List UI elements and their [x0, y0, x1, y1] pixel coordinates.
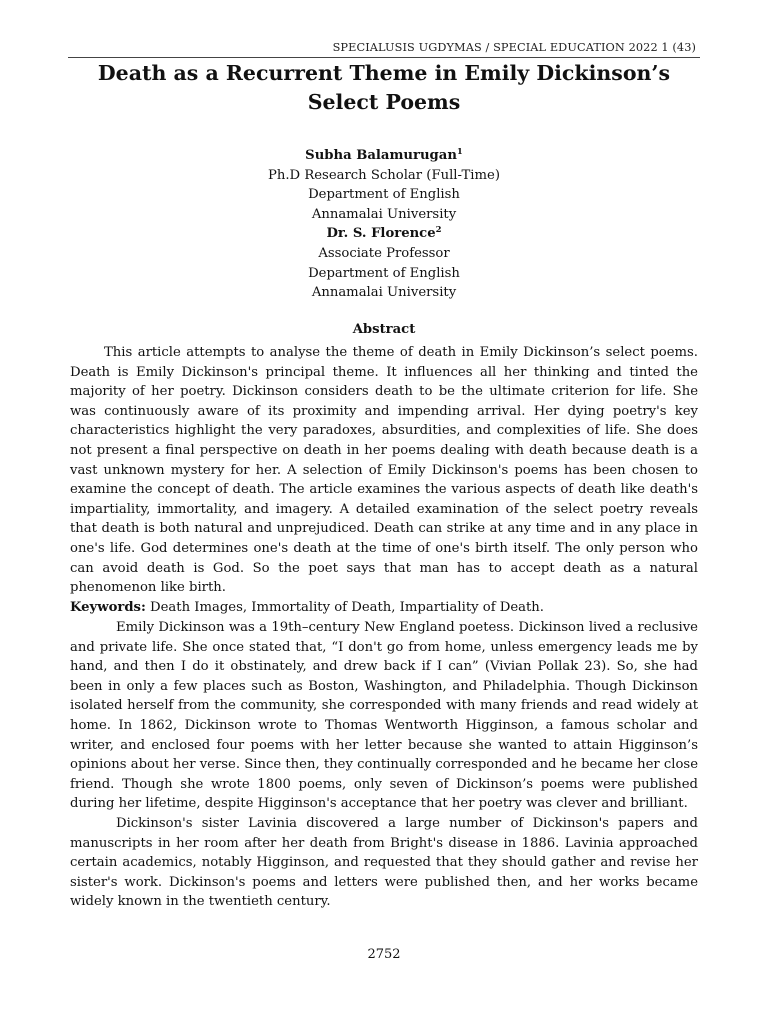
keywords-label: Keywords:: [70, 599, 146, 615]
author-2-name: Dr. S. Florence: [326, 226, 436, 242]
running-head: SPECIALUSIS UGDYMAS / SPECIAL EDUCATION 2022 1 (43): [332, 41, 696, 54]
keywords-line: [70, 598, 698, 618]
author-2-department: Department of English: [308, 265, 460, 281]
body-paragraph-1: Emily Dickinson was a 19th–century New England poetess. Dickinson lived a reclusive and private life. She once stated that, “I don't go from home, unless emergency leads me by hand, and then I do it obstinately, and drew back if I can” (Vivian Pollak 23). So, she had been in only a few places such as Boston, Washington, and Philadelphia. Though Dickinson isolated herself from the community, she corresponded with many friends and read widely at home. In 1862, Dickinson wrote to Thomas Wentworth Higginson, a famous scholar and writer, and enclosed four poems with her letter because she wanted to attain Higginson’s opinions about her verse. Since then, they continually corresponded and he became her close friend. Though she wrote 1800 poems, only seven of Dickinson’s poems were published during her lifetime, despite Higginson's acceptance that her poetry was clever and brilliant.: [70, 620, 698, 812]
paper-title: Death as a Recurrent Theme in Emily Dickinson’s Select Poems: [97, 61, 671, 114]
author-2-affiliation-mark: 2: [435, 225, 442, 236]
abstract-section: [70, 343, 698, 617]
abstract-text: This article attempts to analyse the theme of death in Emily Dickinson’s select poems. Death is Emily Dickinson's principal theme. It influences all her thinking and tinted the majority of her poetry. Dickinson considers death to be the ultimate criterion for life. She was continuously aware of its proximity and impending arrival. Her dying poetry's key characteristics highlight the very paradoxes, absurdities, and complexities of life. She does not present a final perspective on death in her poems dealing with death because death is a vast unknown mystery for her. A selection of Emily Dickinson's poems has been chosen to examine the concept of death. The article examines the various aspects of death like death's impartiality, immortality, and imagery. A detailed examination of the select poetry reveals that death is both natural and unprejudiced. Death can strike at any time and in any place in one's life. God determines one's death at the time of one's birth itself. The only person who can avoid death is God. So the poet says that man has to accept death as a natural phenomenon like birth.: [70, 345, 698, 596]
page-number: 2752: [367, 947, 401, 962]
author-1-affiliation-mark: 1: [456, 147, 463, 157]
body-paragraph-2: Dickinson's sister Lavinia discovered a large number of Dickinson's papers and manuscripts in her room after her death from Bright's disease in 1886. Lavinia approached certain academics, notably Higginson, and requested that they should gather and revise her sister's work. Dickinson's poems and letters were published then, and her works became widely known in the twentieth century.: [70, 815, 698, 910]
author-1-position: Ph.D Research Scholar (Full-Time): [268, 167, 500, 183]
abstract-heading: Abstract: [352, 322, 416, 337]
header-rule: [68, 57, 700, 58]
author-1-name-line: [70, 146, 698, 166]
body-section: [70, 618, 698, 912]
author-2-university: Annamalai University: [311, 285, 457, 301]
author-2-position: Associate Professor: [318, 245, 450, 261]
author-1-university: Annamalai University: [311, 206, 457, 222]
keywords-text: Death Images, Immortality of Death, Impartiality of Death.: [150, 599, 544, 615]
author-1-name: Subha Balamurugan: [305, 148, 457, 163]
author-1-department: Department of English: [308, 187, 460, 203]
author-block: [70, 146, 698, 303]
author-2-name-line: [70, 224, 698, 244]
